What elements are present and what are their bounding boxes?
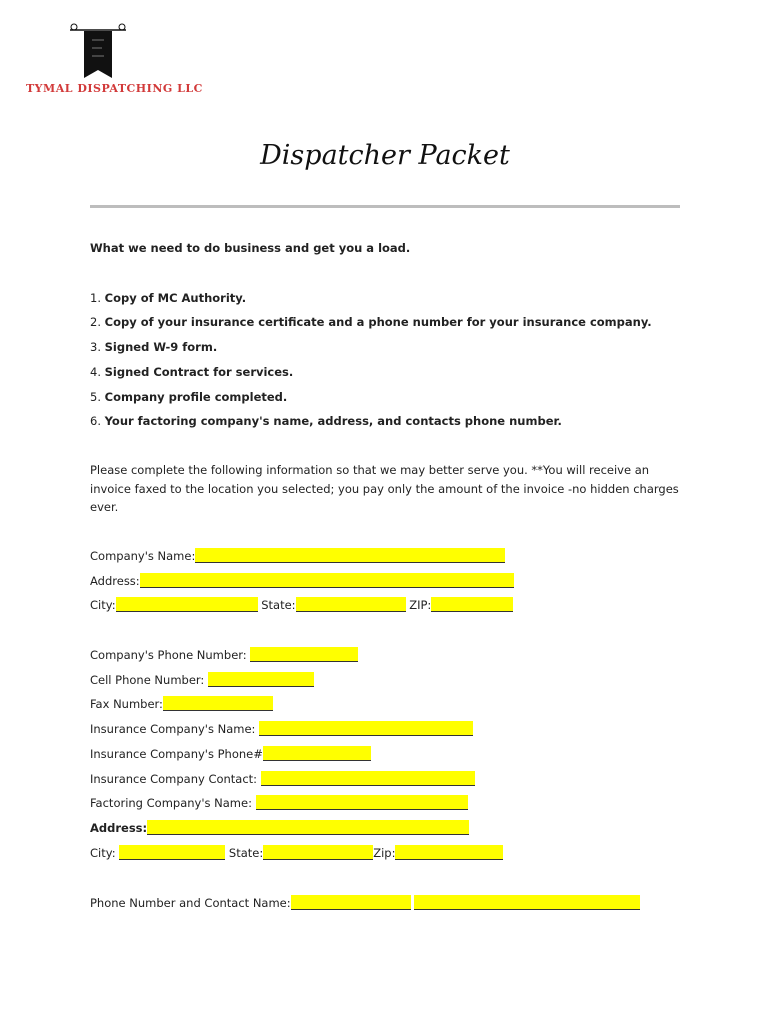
insurance-name-label: Insurance Company's Name: [90,722,256,736]
factoring-address-label: Address: [90,821,148,835]
list-number: 6. [90,414,101,428]
phone-contact-label: Phone Number and Contact Name: [90,896,291,910]
insurance-name-row [90,721,473,736]
city-field[interactable] [116,597,258,612]
company-logo [26,22,203,102]
list-number: 5. [90,390,101,404]
zip-label: ZIP: [409,598,432,612]
cell-phone-row [90,672,314,687]
company-name-label: Company's Name: [90,549,196,563]
fax-row [90,696,273,711]
list-number: 1. [90,291,101,305]
zip-field[interactable] [431,597,513,612]
list-item [90,291,246,305]
logo-text: TYMAL DISPATCHING LLC [26,82,203,95]
address-row [90,573,514,588]
fax-label: Fax Number: [90,697,163,711]
factoring-zip-label: Zip: [373,846,396,860]
state-label: State: [261,598,296,612]
company-name-field[interactable] [195,548,505,563]
address-field[interactable] [140,573,514,588]
insurance-phone-field[interactable] [263,746,371,761]
fax-field[interactable] [163,696,273,711]
list-text: Signed W-9 form. [104,340,218,354]
factoring-address-field[interactable] [147,820,469,835]
list-text: Company profile completed. [104,390,288,404]
factoring-name-field[interactable] [256,795,468,810]
insurance-contact-label: Insurance Company Contact: [90,772,258,786]
list-number: 4. [90,365,101,379]
factoring-name-label: Factoring Company's Name: [90,796,252,810]
company-phone-label: Company's Phone Number: [90,648,247,662]
factoring-name-row [90,795,468,810]
factoring-city-label: City: [90,846,116,860]
list-item [90,365,293,379]
factoring-state-label: State: [228,846,264,860]
factoring-state-field[interactable] [263,845,373,860]
insurance-contact-row [90,771,475,786]
cell-phone-field[interactable] [208,672,314,687]
factoring-address-row [90,820,469,835]
title-divider [90,205,680,208]
phone-number-field[interactable] [291,895,411,910]
company-phone-row [90,647,358,662]
list-text: Your factoring company's name, address, and contacts phone number. [104,414,562,428]
list-item [90,315,652,329]
factoring-city-row [90,845,503,860]
list-item [90,390,287,404]
address-label: Address: [90,574,140,588]
list-number: 3. [90,340,101,354]
insurance-phone-label: Insurance Company's Phone# [90,747,263,761]
page-title: Dispatcher Packet [260,140,510,171]
insurance-name-field[interactable] [259,721,473,736]
phone-contact-row [90,895,640,910]
cell-phone-label: Cell Phone Number: [90,673,205,687]
list-text: Signed Contract for services. [104,365,294,379]
state-field[interactable] [296,597,406,612]
list-number: 2. [90,315,101,329]
company-name-row [90,548,505,563]
banner-logo-icon [68,22,128,82]
city-label: City: [90,598,116,612]
instructions-paragraph: Please complete the following information so that we may better serve you. **You will receive an invoice faxed to the location you selected; you pay only the amount of the invoice -no hidden charges ever. [90,463,679,514]
list-text: Copy of your insurance certificate and a phone number for your insurance company. [104,315,652,329]
insurance-contact-field[interactable] [261,771,475,786]
list-item [90,414,562,428]
factoring-city-field[interactable] [119,845,225,860]
insurance-phone-row [90,746,371,761]
intro-text: What we need to do business and get you a load. [90,241,411,255]
city-state-zip-row [90,597,513,612]
contact-name-field[interactable] [414,895,640,910]
factoring-zip-field[interactable] [395,845,503,860]
list-text: Copy of MC Authority. [104,291,247,305]
company-phone-field[interactable] [250,647,358,662]
list-item [90,340,217,354]
